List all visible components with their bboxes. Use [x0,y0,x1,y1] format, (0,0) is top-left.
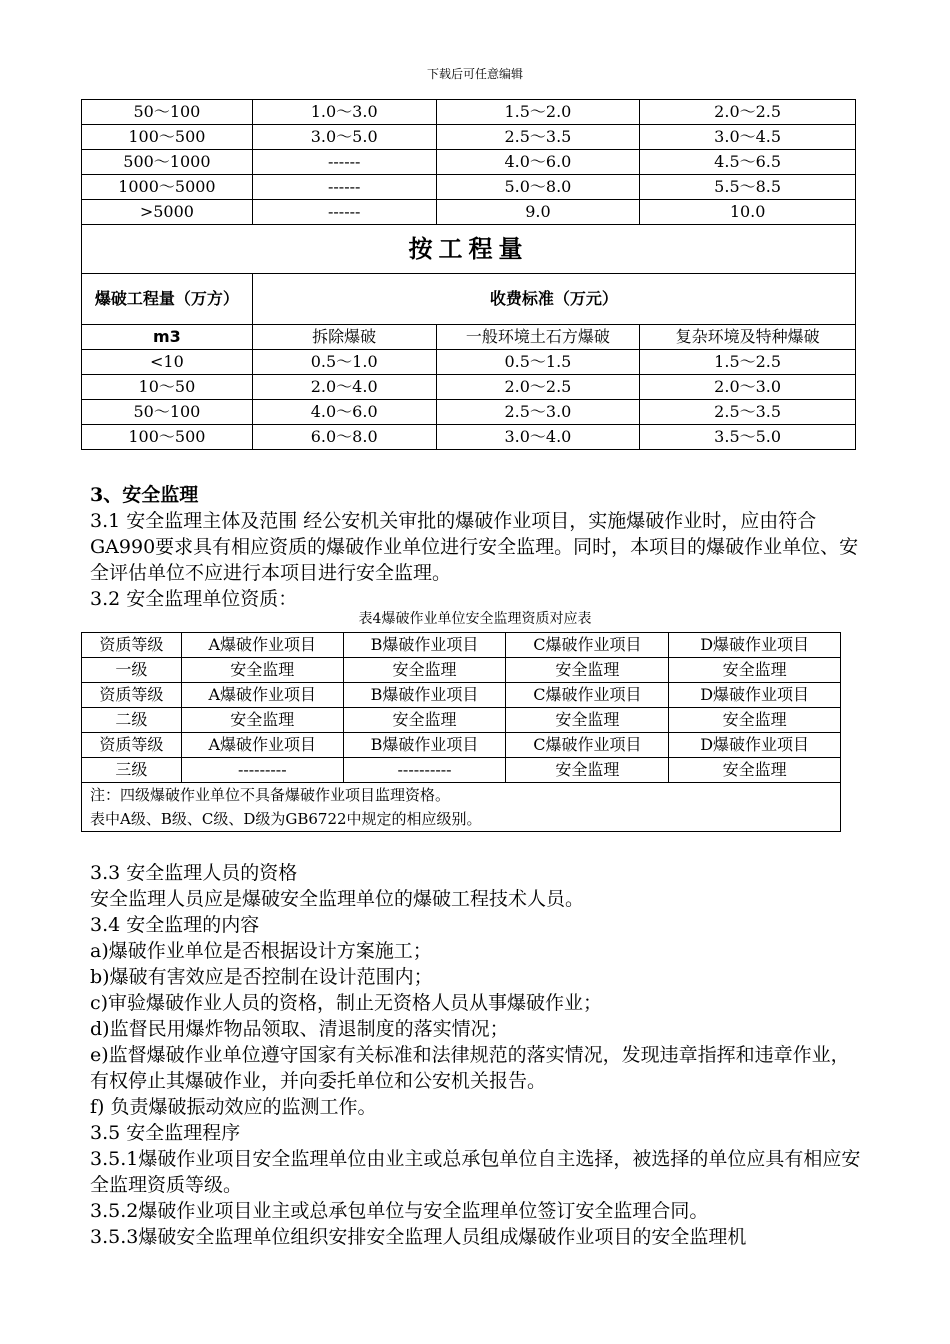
table-cell: 6.0～8.0 [252,425,436,450]
table-row [82,400,856,425]
table-cell: 10.0 [640,200,856,225]
table-cell: 安全监理 [669,658,841,683]
table-cell: A爆破作业项目 [181,633,343,658]
table-row [82,125,856,150]
section-3-block [90,482,862,612]
table-cell: 100～500 [82,425,253,450]
table-row [82,683,841,708]
page-header: 下载后可任意编辑 [426,67,523,81]
table-cell: 2.0～2.5 [436,375,640,400]
section-3-continued [90,860,862,1250]
table-cell: 1.5～2.0 [436,100,640,125]
column-header: 复杂环境及特种爆破 [640,325,856,350]
table-cell: 安全监理 [343,708,506,733]
table-cell: D爆破作业项目 [669,633,841,658]
table-cell: 4.5～6.5 [640,150,856,175]
table-cell: B爆破作业项目 [343,733,506,758]
table-cell: B爆破作业项目 [343,633,506,658]
paragraph: 3.5.1爆破作业项目安全监理单位由业主或总承包单位自主选择，被选择的单位应具有相应安全监理资质等级。 [90,1148,861,1196]
table-cell: 三级 [82,758,182,783]
table-section-row [82,225,856,274]
paragraph: c)审验爆破作业人员的资格，制止无资格人员从事爆破作业； [90,992,603,1014]
table-note-row [82,783,841,832]
table-cell: 安全监理 [506,708,669,733]
note-line: 注：四级爆破作业单位不具备爆破作业项目监理资格。 [90,786,451,804]
table-cell: <10 [82,350,253,375]
table-row [82,633,841,658]
table-cell: ------ [252,150,436,175]
paragraph: 3.5 安全监理程序 [90,1122,241,1144]
table-row [82,375,856,400]
column-header: 拆除爆破 [252,325,436,350]
table-cell: 500～1000 [82,150,253,175]
paragraph: 3.4 安全监理的内容 [90,914,260,936]
table-cell: 4.0～6.0 [252,400,436,425]
table-cell: 3.5～5.0 [640,425,856,450]
paragraph: b)爆破有害效应是否控制在设计范围内； [90,966,433,988]
table-row [82,100,856,125]
table-header-row [82,274,856,325]
table-cell: 3.0～5.0 [252,125,436,150]
paragraph: e)监督爆破作业单位遵守国家有关标准和法律规范的落实情况，发现违章指挥和违章作业，有权停止其爆破作业，并向委托单位和公安机关报告。 [90,1044,850,1092]
table-cell: 3.0～4.0 [436,425,640,450]
table-cell: 1000～5000 [82,175,253,200]
table-cell: ------ [252,200,436,225]
table-cell: 安全监理 [669,758,841,783]
paragraph: d)监督民用爆炸物品领取、清退制度的落实情况； [90,1018,509,1040]
table-cell: 3.0～4.5 [640,125,856,150]
table-row [82,425,856,450]
table-cell: 安全监理 [343,658,506,683]
column-header: 一般环境土石方爆破 [436,325,640,350]
table-cell: 资质等级 [82,633,182,658]
table-note [82,783,841,832]
table-cell: A爆破作业项目 [181,733,343,758]
table-row [82,733,841,758]
table-cell: 资质等级 [82,683,182,708]
paragraph-3-1: 3.1 安全监理主体及范围 经公安机关审批的爆破作业项目，实施爆破作业时，应由符合GA990要求具有相应资质的爆破作业单位进行安全监理。同时，本项目的爆破作业单位、安全评估单位不应进行本项目进行安全监理。 [90,510,859,584]
table-cell: 2.5～3.5 [640,400,856,425]
paragraph: 3.5.3爆破安全监理单位组织安排安全监理人员组成爆破作业项目的安全监理机 [90,1226,747,1248]
table-cell: 安全监理 [506,758,669,783]
table-cell: >5000 [82,200,253,225]
table-cell: C爆破作业项目 [506,633,669,658]
table-cell: 1.5～2.5 [640,350,856,375]
table-cell: 100～500 [82,125,253,150]
table-cell: A爆破作业项目 [181,683,343,708]
table-cell: 2.0～4.0 [252,375,436,400]
qualification-table [81,632,841,832]
table-cell: 0.5～1.5 [436,350,640,375]
table-cell: 2.5～3.5 [436,125,640,150]
table-cell: 50～100 [82,400,253,425]
table-cell: ------ [252,175,436,200]
paragraph: 安全监理人员应是爆破安全监理单位的爆破工程技术人员。 [90,888,585,910]
table-cell: 4.0～6.0 [436,150,640,175]
table-cell: 10～50 [82,375,253,400]
table-cell: 一级 [82,658,182,683]
table-cell: 安全监理 [669,708,841,733]
table-cell: 安全监理 [181,708,343,733]
table-cell: --------- [181,758,343,783]
paragraph: a)爆破作业单位是否根据设计方案施工； [90,940,432,962]
table-cell: 1.0～3.0 [252,100,436,125]
table-cell: 安全监理 [181,658,343,683]
table-cell: 50～100 [82,100,253,125]
table-cell: C爆破作业项目 [506,733,669,758]
table-cell: D爆破作业项目 [669,683,841,708]
table-4-caption: 表4爆破作业单位安全监理资质对应表 [358,611,592,627]
note-line: 表中A级、B级、C级、D级为GB6722中规定的相应级别。 [90,810,482,828]
table-cell: 2.5～3.0 [436,400,640,425]
table-header-row [82,325,856,350]
table-cell: 2.0～3.0 [640,375,856,400]
paragraph: f) 负责爆破振动效应的监测工作。 [90,1096,377,1118]
table-row [82,200,856,225]
table-cell: 资质等级 [82,733,182,758]
section-title: 按工程量 [82,225,856,274]
table-cell: B爆破作业项目 [343,683,506,708]
table-cell: 5.5～8.5 [640,175,856,200]
table-cell: 二级 [82,708,182,733]
table-row [82,708,841,733]
paragraph: 3.3 安全监理人员的资格 [90,862,298,884]
quantity-header: 爆破工程量（万方） [82,274,253,325]
table-cell: C爆破作业项目 [506,683,669,708]
table-row [82,350,856,375]
table-cell: 2.0～2.5 [640,100,856,125]
unit-header: m3 [82,325,253,350]
table-row [82,758,841,783]
table-cell: 5.0～8.0 [436,175,640,200]
section-heading: 3、安全监理 [90,484,199,506]
paragraph: 3.5.2爆破作业项目业主或总承包单位与安全监理单位签订安全监理合同。 [90,1200,709,1222]
table-row [82,150,856,175]
table-cell: 0.5～1.0 [252,350,436,375]
table-row [82,658,841,683]
table-cell: ---------- [343,758,506,783]
table-cell: 安全监理 [506,658,669,683]
paragraph-3-2: 3.2 安全监理单位资质： [90,588,298,610]
table-row [82,175,856,200]
table-cell: 9.0 [436,200,640,225]
blasting-fee-table [81,99,856,450]
fee-standard-header: 收费标准（万元） [252,274,855,325]
table-cell: D爆破作业项目 [669,733,841,758]
